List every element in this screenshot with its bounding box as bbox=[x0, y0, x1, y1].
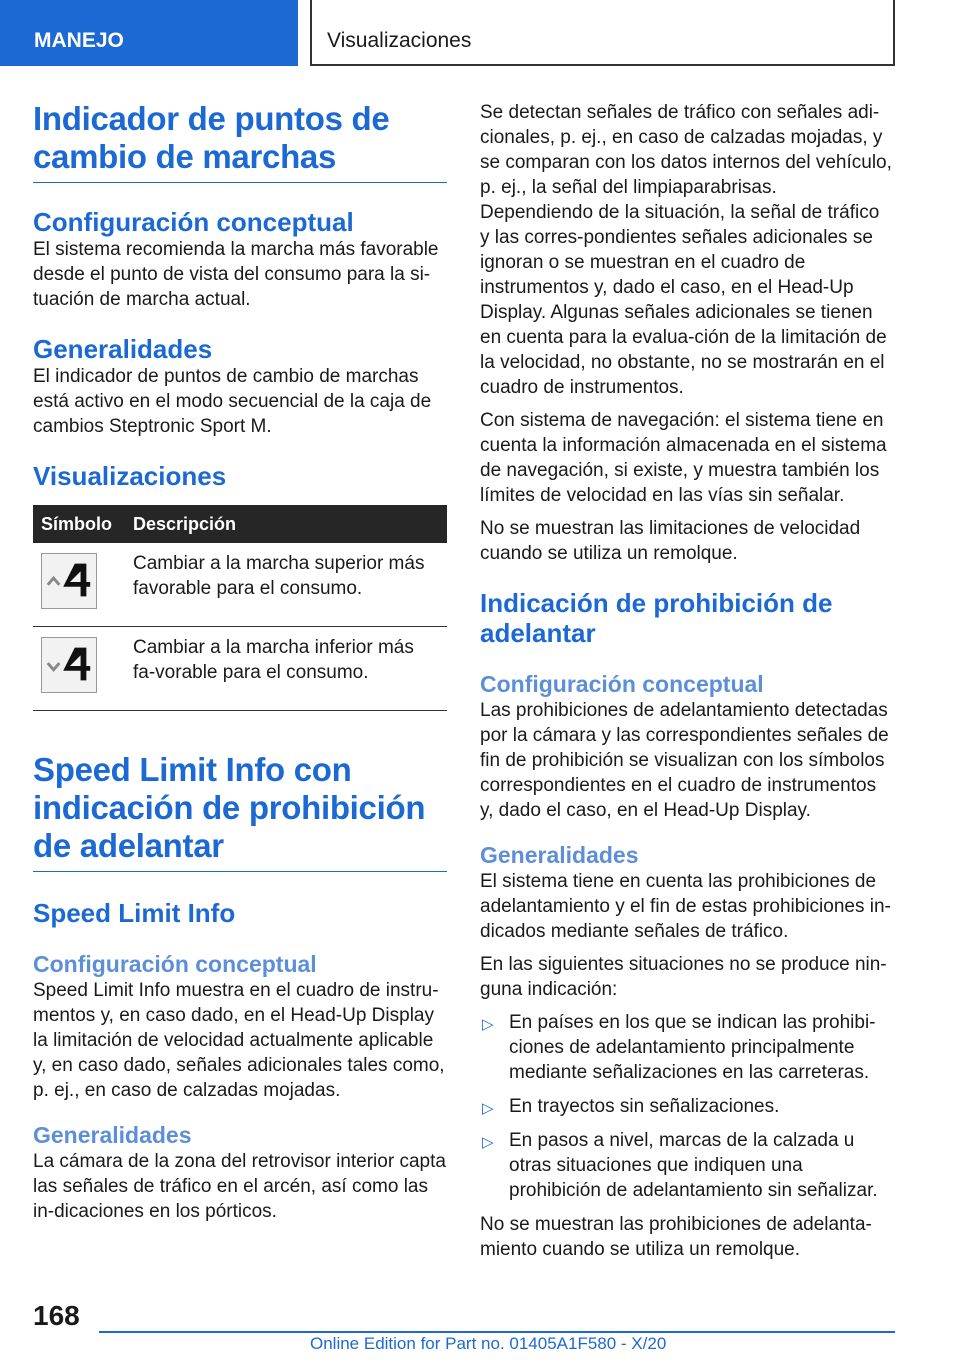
table-row bbox=[33, 543, 447, 627]
footer-divider bbox=[99, 1331, 895, 1333]
paragraph-trailer-overtaking: No se muestran las prohibiciones de adelanta-miento cuando se utiliza un remolque. bbox=[480, 1214, 872, 1260]
list-item-text: En trayectos sin señalizaciones. bbox=[509, 1096, 780, 1117]
table-header-row bbox=[33, 505, 447, 543]
paragraph-additional-signs: Se detectan señales de tráfico con señales adi-cionales, p. ej., en caso de calzadas mojadas, y se comparan con los datos internos del vehículo, p. ej., la señal del limpiaparabrisas. Dependiendo de la situación, la señal de tráfico y las corres-pondientes señales adicionales se ignoran o se muestran en el cuadro de instrumentos y, dado el caso, en el Head-Up Display. Algunas señales adicionales se tienen en cuenta para la evalua-ción de la limitación de la velocidad, no obstante, no se mostrarán en el cuadro de instrumentos. bbox=[480, 102, 892, 398]
paragraph-no-overtaking-concept: Las prohibiciones de adelantamiento detectadas por la cámara y las correspondientes señales de fin de prohibición se visualizan con los símbolos correspondientes en el cuadro de instrumentos y, dado el caso, en el Head-Up Display. bbox=[480, 700, 889, 821]
section-tab: MANEJO bbox=[0, 0, 298, 66]
paragraph-concept: El sistema recomienda la marcha más favorable desde el punto de vista del consumo para la si-tuación de marcha actual. bbox=[33, 239, 439, 310]
left-column bbox=[33, 100, 447, 1232]
triangle-bullet-icon: ▷ bbox=[482, 1134, 494, 1151]
page-number: 168 bbox=[33, 1300, 80, 1331]
footer-edition: Online Edition for Part no. 01405A1F580 - X/20 bbox=[310, 1334, 667, 1353]
column-header-description: Descripción bbox=[125, 505, 447, 543]
list-item-text: En países en los que se indican las prohibi-ciones de adelantamiento principalmente mediante señalizaciones en las carreteras. bbox=[509, 1012, 876, 1083]
column-header-symbol: Símbolo bbox=[33, 505, 125, 543]
triangle-bullet-icon: ▷ bbox=[482, 1016, 494, 1033]
paragraph-sli-general: La cámara de la zona del retrovisor interior capta las señales de tráfico en el arcén, así como las in-dicaciones en los pórticos. bbox=[33, 1151, 446, 1222]
subheading-concept: Configuración conceptual bbox=[480, 671, 764, 697]
situations-list bbox=[480, 1010, 894, 1203]
paragraph-trailer-speed: No se muestran las limitaciones de velocidad cuando se utiliza un remolque. bbox=[480, 518, 861, 564]
paragraph-sli-concept: Speed Limit Info muestra en el cuadro de instru-mentos y, en caso dado, en el Head-Up Display la limitación de velocidad actualmente aplicable y, en caso dado, señales adicionales tales como, p. ej., en caso de calzadas mojadas. bbox=[33, 980, 445, 1101]
right-column bbox=[480, 100, 894, 1270]
paragraph-no-indication: En las siguientes situaciones no se produce nin-guna indicación: bbox=[480, 954, 887, 1000]
table-cell-symbol bbox=[33, 627, 125, 711]
triangle-bullet-icon: ▷ bbox=[482, 1100, 494, 1117]
paragraph-no-overtaking-general: El sistema tiene en cuenta las prohibiciones de adelantamiento y el fin de estas prohibiciones in-dicados mediante señales de tráfico. bbox=[480, 871, 891, 942]
heading-general: Generalidades bbox=[33, 334, 213, 364]
heading-displays: Visualizaciones bbox=[33, 461, 227, 491]
list-item-text: En pasos a nivel, marcas de la calzada u otras situaciones que indiquen una prohibición de adelantamiento sin señalizar. bbox=[509, 1130, 878, 1201]
list-item bbox=[480, 1128, 894, 1203]
heading-gear-shift-indicator: Indicador de puntos de cambio de marchas bbox=[33, 100, 447, 183]
heading-concept: Configuración conceptual bbox=[33, 207, 354, 237]
chapter-title: Visualizaciones bbox=[310, 0, 895, 66]
subheading-general: Generalidades bbox=[480, 842, 639, 868]
table-cell-description: Cambiar a la marcha superior más favorable para el consumo. bbox=[125, 543, 447, 627]
paragraph-navigation: Con sistema de navegación: el sistema tiene en cuenta la información almacenada en el sistema de navegación, si existe, y muestra también los límites de velocidad en las vías sin señalar. bbox=[480, 410, 887, 506]
table-cell-description: Cambiar a la marcha inferior más fa-vorable para el consumo. bbox=[125, 627, 447, 711]
subheading-concept: Configuración conceptual bbox=[33, 951, 317, 977]
list-item bbox=[480, 1094, 894, 1119]
table-row bbox=[33, 627, 447, 711]
subheading-general: Generalidades bbox=[33, 1122, 192, 1148]
upshift-4-icon bbox=[41, 553, 97, 609]
heading-no-overtaking: Indicación de prohibición de adelantar bbox=[480, 588, 833, 648]
downshift-4-icon bbox=[41, 637, 97, 693]
heading-speed-limit-info-sub: Speed Limit Info bbox=[33, 898, 236, 928]
symbol-table bbox=[33, 505, 447, 711]
paragraph-general: El indicador de puntos de cambio de marchas está activo en el modo secuencial de la caja de cambios Steptronic Sport M. bbox=[33, 366, 432, 437]
list-item bbox=[480, 1010, 894, 1085]
heading-speed-limit-info: Speed Limit Info con indicación de prohibición de adelantar bbox=[33, 751, 447, 872]
table-cell-symbol bbox=[33, 543, 125, 627]
